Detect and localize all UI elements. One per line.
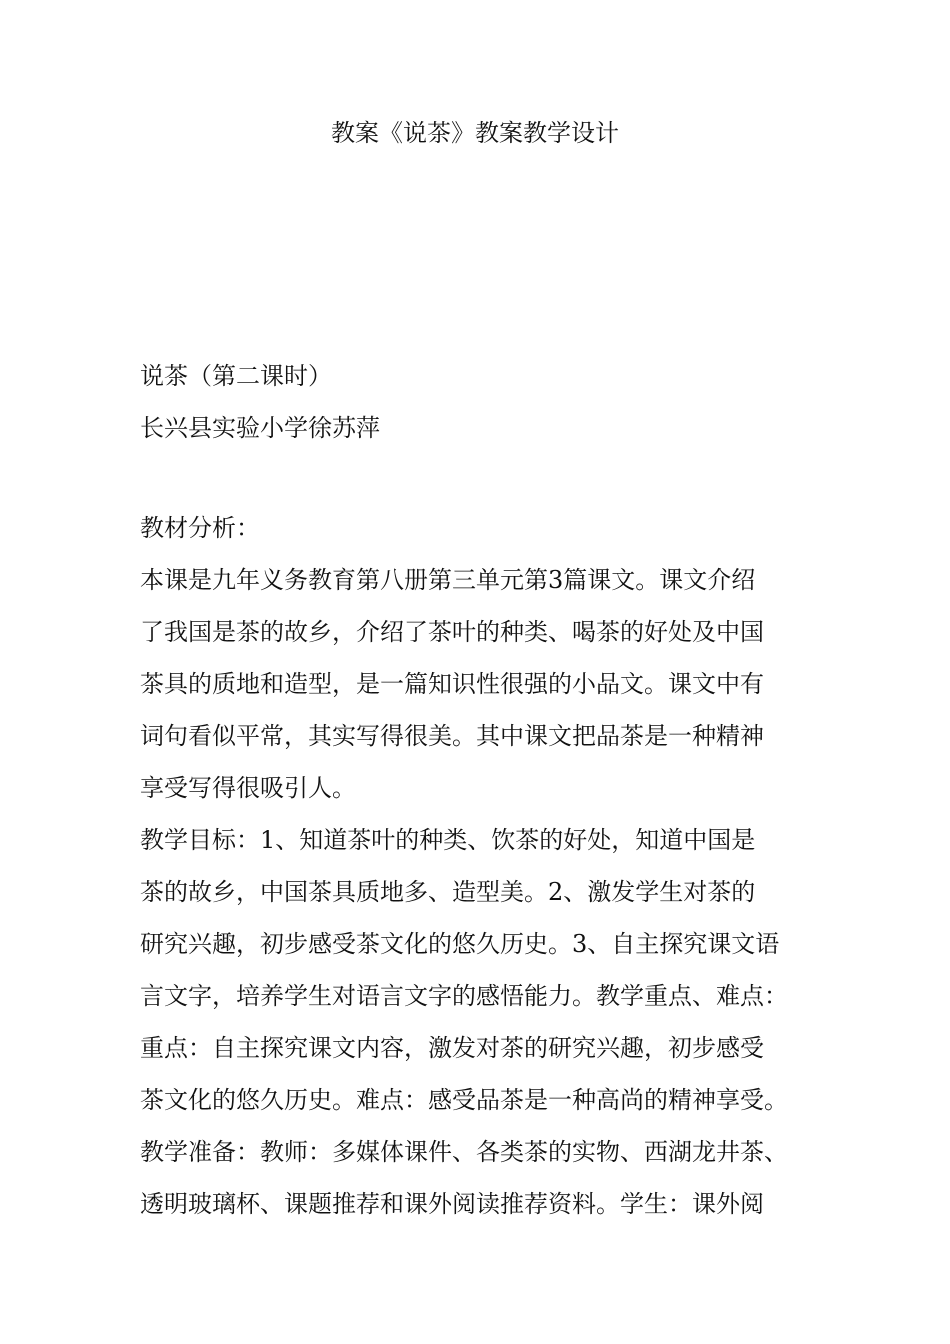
text-line: 享受写得很吸引人。	[140, 774, 356, 802]
text-line: 本课是九年义务教育第八册第三单元第3篇课文。课文介绍	[140, 566, 756, 594]
text-line: 了我国是茶的故乡，介绍了茶叶的种类、喝茶的好处及中国	[140, 618, 764, 646]
text-line: 教学目标：1、知道茶叶的种类、饮茶的好处，知道中国是	[140, 826, 756, 854]
section-heading-analysis: 教材分析：	[140, 514, 260, 542]
body-text	[140, 502, 830, 1230]
text-line: 言文字，培养学生对语言文字的感悟能力。教学重点、难点：	[140, 982, 788, 1010]
text-line: 茶文化的悠久历史。难点：感受品茶是一种高尚的精神享受。	[140, 1086, 788, 1114]
text-line: 教学准备：教师：多媒体课件、各类茶的实物、西湖龙井茶、	[140, 1138, 788, 1166]
text-line: 茶具的质地和造型，是一篇知识性很强的小品文。课文中有	[140, 670, 764, 698]
document-title: 教案《说茶》教案教学设计	[331, 119, 619, 147]
text-line: 透明玻璃杯、课题推荐和课外阅读推荐资料。学生：课外阅	[140, 1190, 764, 1218]
text-line: 重点：自主探究课文内容，激发对茶的研究兴趣，初步感受	[140, 1034, 764, 1062]
lesson-subtitle: 说茶（第二课时）	[140, 362, 332, 390]
text-line: 茶的故乡，中国茶具质地多、造型美。2、激发学生对茶的	[140, 878, 756, 906]
author-line: 长兴县实验小学徐苏萍	[140, 414, 380, 442]
header-block	[140, 350, 830, 454]
text-line: 词句看似平常，其实写得很美。其中课文把品茶是一种精神	[140, 722, 764, 750]
text-line: 研究兴趣，初步感受茶文化的悠久历史。3、自主探究课文语	[140, 930, 780, 958]
